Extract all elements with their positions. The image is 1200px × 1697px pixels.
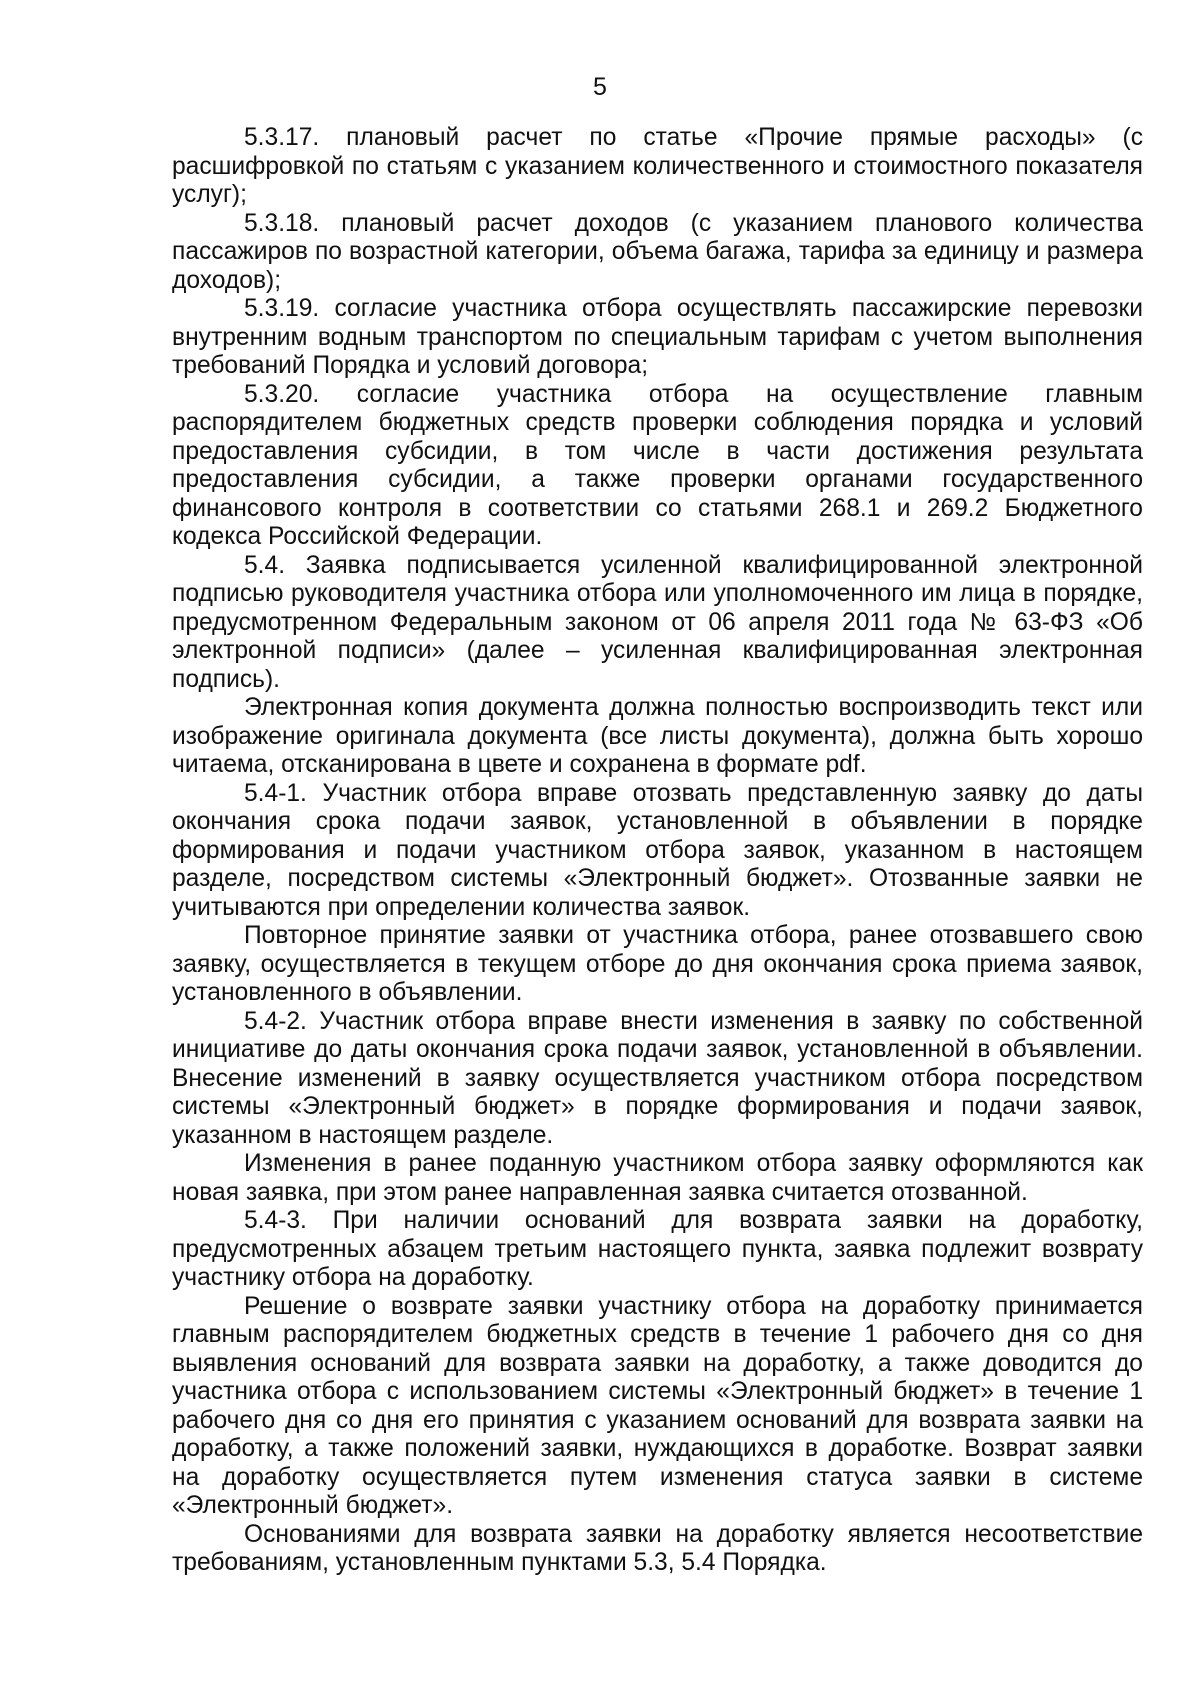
paragraph-changes-new-application: Изменения в ранее поданную участником отбора заявку оформляются как новая заявка, при этом ранее направленная заявка считается отозванной. <box>172 1150 1143 1206</box>
paragraph-5-3-19: 5.3.19. согласие участника отбора осуществлять пассажирские перевозки внутренним водным транспортом по специальным тарифам с учетом выполнения требований Порядка и условий договора; <box>172 295 1143 379</box>
page-number: 5 <box>593 73 607 101</box>
paragraph-electronic-copy: Электронная копия документа должна полностью воспроизводить текст или изображение оригинала документа (все листы документа), должна быть хорошо читаема, отсканирована в цвете и сохранена в формате pdf. <box>172 694 1143 778</box>
paragraph-return-decision: Решение о возврате заявки участнику отбора на доработку принимается главным распорядителем бюджетных средств в течение 1 рабочего дня со дня выявления оснований для возврата заявки на доработку, а также доводится до участника отбора с использованием системы «Электронный бюджет» в течение 1 рабочего дня со дня его принятия с указанием оснований для возврата заявки на доработку, а также положений заявки, нуждающихся в доработке. Возврат заявки на доработку осуществляется путем изменения статуса заявки в системе «Электронный бюджет». <box>172 1292 1143 1519</box>
paragraph-5-4: 5.4. Заявка подписывается усиленной квалифицированной электронной подписью руководителя участника отбора или уполномоченного им лица в порядке, предусмотренном Федеральным законом от 06 апреля 2011 года № 63-ФЗ «Об электронной подписи» (далее – усиленная квалифицированная электронная подпись). <box>172 551 1143 693</box>
paragraph-return-grounds: Основаниями для возврата заявки на доработку является несоответствие требованиям, установленным пунктами 5.3, 5.4 Порядка. <box>172 1520 1143 1576</box>
paragraph-5-4-2: 5.4-2. Участник отбора вправе внести изменения в заявку по собственной инициативе до даты окончания срока подачи заявок, установленной в объявлении. Внесение изменений в заявку осуществляется участником отбора посредством системы «Электронный бюджет» в порядке формирования и подачи заявок, указанном в настоящем разделе. <box>172 1007 1143 1149</box>
paragraph-5-4-1: 5.4-1. Участник отбора вправе отозвать представленную заявку до даты окончания срока подачи заявок, установленной в объявлении в порядке формирования и подачи участником отбора заявок, указанном в настоящем разделе, посредством системы «Электронный бюджет». Отозванные заявки не учитываются при определении количества заявок. <box>172 779 1143 921</box>
document-body <box>172 124 1143 1578</box>
paragraph-5-4-3: 5.4-3. При наличии оснований для возврата заявки на доработку, предусмотренных абзацем третьим настоящего пункта, заявка подлежит возврату участнику отбора на доработку. <box>172 1207 1143 1291</box>
paragraph-5-3-18: 5.3.18. плановый расчет доходов (с указанием планового количества пассажиров по возрастной категории, объема багажа, тарифа за единицу и размера доходов); <box>172 209 1143 294</box>
paragraph-5-3-20: 5.3.20. согласие участника отбора на осуществление главным распорядителем бюджетных средств проверки соблюдения порядка и условий предоставления субсидии, в том числе в части достижения результата предоставления субсидии, а также проверки органами государственного финансового контроля в соответствии со статьями 268.1 и 269.2 Бюджетного кодекса Российской Федерации. <box>172 380 1143 550</box>
paragraph-repeat-acceptance: Повторное принятие заявки от участника отбора, ранее отозвавшего свою заявку, осуществляется в текущем отборе до дня окончания срока приема заявок, установленного в объявлении. <box>172 922 1143 1006</box>
paragraph-5-3-17: 5.3.17. плановый расчет по статье «Прочие прямые расходы» (с расшифровкой по статьям с указанием количественного и стоимостного показателя услуг); <box>172 124 1143 208</box>
